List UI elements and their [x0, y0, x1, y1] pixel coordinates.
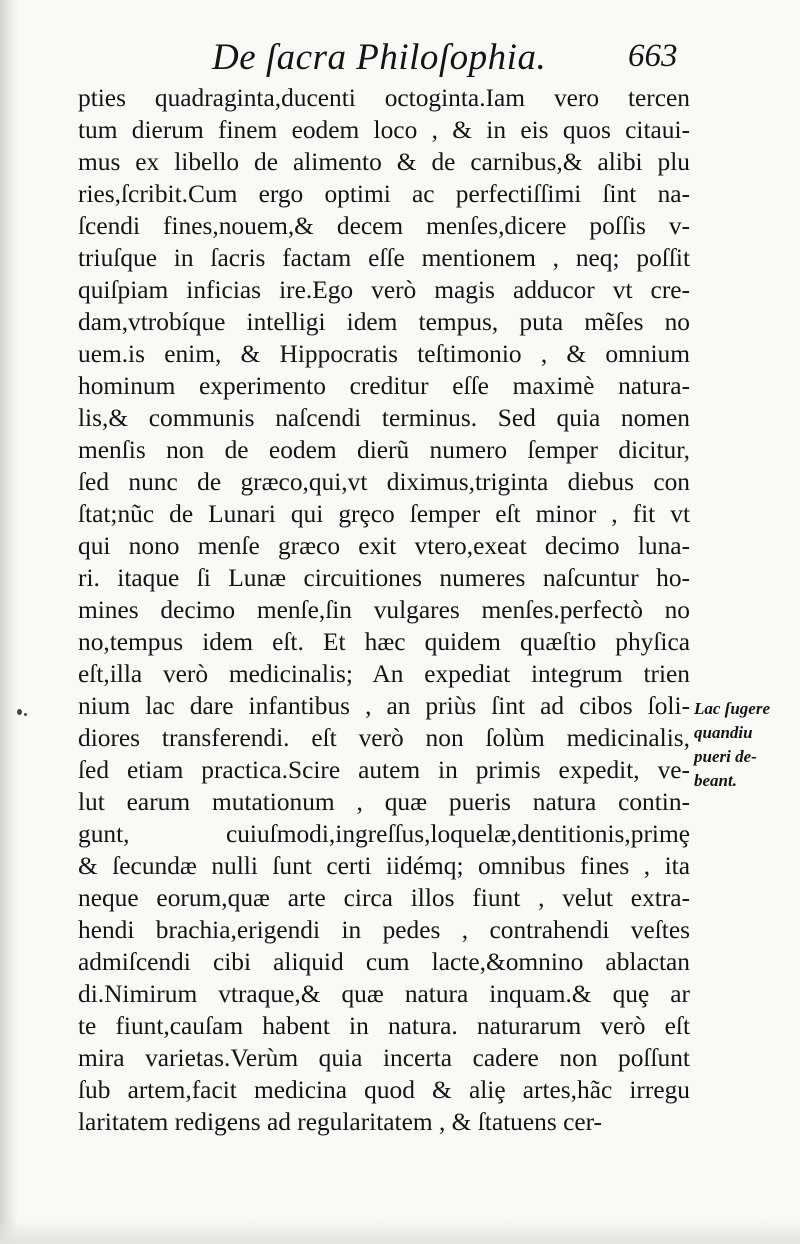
- page-bottom-shadow: [0, 1218, 800, 1244]
- page-header: [0, 30, 800, 86]
- text-line: te fiunt,cauſam habent in natura. naturarum verò eſt: [78, 1012, 690, 1040]
- text-line: quiſpiam inficias ire.Ego verò magis adducor vt cre-: [78, 276, 690, 304]
- text-line: admiſcendi cibi aliquid cum lacte,&omnino ablactan: [78, 948, 690, 976]
- ink-speck: [24, 713, 27, 716]
- text-line: triuſque in ſacris factam eſſe mentionem , neq; poſſit: [78, 244, 690, 272]
- text-line: neque eorum,quæ arte circa illos fiunt , velut extra-: [78, 884, 690, 912]
- text-line: lis,& communis naſcendi terminus. Sed quia nomen: [78, 404, 690, 432]
- text-line: ri. itaque ſi Lunæ circuitiones numeres naſcuntur ho-: [78, 564, 690, 592]
- text-line: & ſecundæ nulli ſunt certi iidémq; omnibus fines , ita: [78, 852, 690, 880]
- text-line: pties quadraginta,ducenti octoginta.Iam vero tercen: [78, 84, 690, 112]
- text-line: lut earum mutationum , quæ pueris natura contin-: [78, 788, 690, 816]
- text-line: menſis non de eodem dierũ numero ſemper dicitur,: [78, 436, 690, 464]
- text-line: no,tempus idem eſt. Et hæc quidem quæſtio phyſica: [78, 628, 690, 656]
- text-line: eſt,illa verò medicinalis; An expediat integrum trien: [78, 660, 690, 688]
- page-left-shadow: [0, 0, 18, 1244]
- marginal-note-line: quandiu: [694, 723, 753, 742]
- text-line: tum dierum finem eodem loco , & in eis quos citaui-: [78, 116, 690, 144]
- marginal-note-line: pueri de-: [694, 747, 757, 766]
- text-line: nium lac dare infantibus , an priùs ſint ad cibos ſoli-: [78, 692, 690, 720]
- text-line: mus ex libello de alimento & de carnibus,& alibi plu: [78, 148, 690, 176]
- marginal-note-line: beant.: [694, 771, 737, 790]
- text-line: di.Nimirum vtraque,& quæ natura inquam.& quȩ ar: [78, 980, 690, 1008]
- running-title: De ſacra Philoſophia.: [212, 37, 547, 78]
- text-line: ſcendi fines,nouem,& decem menſes,dicere poſſis v-: [78, 212, 690, 240]
- body-text: [78, 82, 690, 1138]
- page-number: 663: [628, 38, 678, 74]
- marginal-note-line: Lac ſugere: [694, 699, 771, 718]
- text-line: ſtat;nũc de Lunari qui grȩco ſemper eſt minor , fit vt: [78, 500, 690, 528]
- text-line: ſub artem,facit medicina quod & aliȩ artes,hãc irregu: [78, 1076, 690, 1104]
- text-line: qui nono menſe græco exit vtero,exeat decimo luna-: [78, 532, 690, 560]
- text-line: gunt, cuiuſmodi,ingreſſus,loquelæ,dentitionis,primȩ: [78, 820, 690, 848]
- text-line: diores transferendi. eſt verò non ſolùm medicinalis,: [78, 724, 690, 752]
- text-line: mira varietas.Verùm quia incerta cadere non poſſunt: [78, 1044, 690, 1072]
- text-line: mines decimo menſe,ſin vulgares menſes.perfectò no: [78, 596, 690, 624]
- text-line: ries,ſcribit.Cum ergo optimi ac perfectiſſimi ſint na-: [78, 180, 690, 208]
- text-line: hendi brachia,erigendi in pedes , contrahendi veſtes: [78, 916, 690, 944]
- text-line: laritatem redigens ad regularitatem , & ſtatuens cer-: [78, 1108, 603, 1136]
- text-line: ſed etiam practica.Scire autem in primis expedit, ve-: [78, 756, 690, 784]
- ink-speck: [17, 709, 22, 715]
- text-line: dam,vtrobíque intelligi idem tempus, puta mẽſes no: [78, 308, 690, 336]
- text-line: ſed nunc de græco,qui,vt diximus,triginta diebus con: [78, 468, 690, 496]
- text-line: uem.is enim, & Hippocratis teſtimonio , & omnium: [78, 340, 690, 368]
- text-line: hominum experimento creditur eſſe maximè natura-: [78, 372, 690, 400]
- marginal-note: [694, 697, 794, 793]
